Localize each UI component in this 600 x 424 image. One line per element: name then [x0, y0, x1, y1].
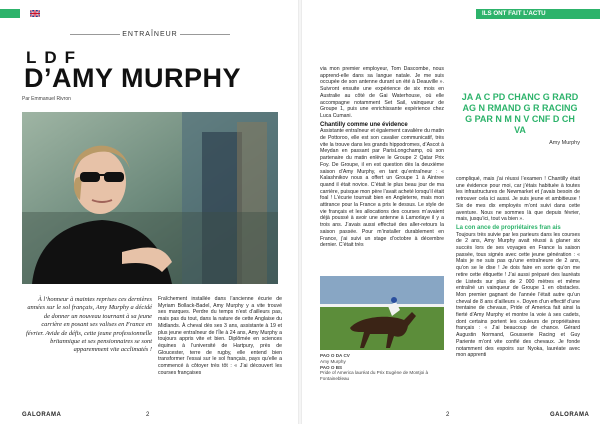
- title-small: LDF: [26, 48, 84, 67]
- article-column-3: [456, 176, 580, 359]
- subheading: La con ance de propriétaires fran ais: [456, 224, 561, 231]
- article-paragraph: Fraîchement installée dans l’ancienne écurie de Myriam Bollack-Badel, Amy Murphy y a vite trouvé ses marques. Perdre du temps n’est d’ailleurs pas, mais pas du tout, dans la nature de cette Anglaise du Midlands. À cheval dès ses 3 ans, assistante à 19 et plus jeune entraîneur de l’Île à 24 ans, Amy Murphy a toujours appris vite et bien. Diplômée en sciences équines à l’université de Hartpury, près de Gloucester, terre de rugby, elle entend bien transformer l’essai sur le sol français, pays qu’elle a commencé à côtoyer très tôt : « J’ai découvert les courses françaises: [158, 296, 282, 376]
- article-paragraph: Toujours très suivie par les parieurs dans les courses de 2 ans, Amy Murphy avait réussi à glaner six succès lors de ses voyages en France la saison passée, tous signés avec cette jeune génération : « Mais je ne suis pas qu’une entraîneure de 2 ans, qu’on se le dise ! Je dois faire en sorte qu’on me retire cette étiquette ! J’ai aussi préparé des lauréats de Listeds sur plus de 2 000 mètres et même entraîné un vainqueur de Groupe 1 en obstacles. Mon premier gagnant de l’année l’était autre qu’un cheval de 8 ans d’ailleurs ». Doyen d’un effectif d’une trentaine de chevaux, Pride of America fait ainsi la fierté d’Amy Murphy et montre la voie à ses cadets, dont certains portent les couleurs de propriétaires français : « J’ai beaucoup de chance. Gérard Augustin Normand, Gousserie Racing et Guy Pariente m’ont vite confié des chevaux. Je fonde notamment des espoirs sur Nyoka, lauréate avec mon apprenti: [456, 231, 580, 359]
- uk-flag-icon: [30, 10, 40, 17]
- article-paragraph: via mon premier employeur, Tom Dascombe, nous apprend-elle dans sa langue natale. Je me suis occupée de son antenne durant un été à Deauville ». Suivront ensuite une expérience de six mois en Australie au côté de Gai Waterhouse, où elle accompagne notamment Set Sail, vainqueur de Groupe 1, puis une enrichissante expérience chez Luca Cumani.: [320, 66, 444, 119]
- race-photo: [320, 276, 444, 350]
- section-label: ENTRAÎNEUR: [122, 31, 178, 38]
- article-column-1: [158, 296, 282, 376]
- article-column-2: [320, 66, 444, 249]
- page-title: D’AMY MURPHY: [24, 63, 242, 93]
- page-gutter: [298, 0, 302, 424]
- page-number-right: 2: [446, 412, 450, 418]
- section-header-tag: [476, 9, 600, 19]
- section-header-label: ILS ONT FAIT L’ACTU: [482, 10, 546, 17]
- magazine-brand: GALORAMA: [550, 412, 590, 418]
- byline: Par Emmanuel Rivron: [22, 96, 71, 102]
- subheading: Chantilly comme une évidence: [320, 121, 408, 128]
- intro-quote: À l’honneur à maintes reprises ces dernières années sur le sol français, Amy Murphy a décidé de donner un nouveau tournant à sa jeune carrière en posant ses valises en France en février. Avide de défis, cette jeune professionnelle britannique et ses pensionnaires se sont apparemment vite acclimatés !: [26, 296, 152, 354]
- magazine-brand: GALORAMA: [22, 412, 62, 418]
- pull-quote: JA A C PD CHANC G RARD AG N RMAND G R RACING G PAR N M N V CNF D CH VA: [461, 92, 579, 135]
- portrait-photo: [22, 112, 278, 284]
- caption-name: Amy Murphy: [320, 358, 346, 364]
- footer-brand-right: [550, 412, 589, 418]
- caption-text: Pride of America lauréat du Prix Eugène de Montjoi à Fontainebleau: [320, 370, 429, 382]
- article-paragraph: compliqué, mais j’ai réussi l’examen ! Chantilly était une évidence pour moi, car j’étais habituée à toutes les infrastructures de Newmarket et j’avais besoin de retrouver cela ici aussi. Je suis jeune et ambitieuse ! Six de mes dix employés m’ont suivi dans cette aventure. Nous ne sommes là que depuis février, mais, jusqu’ici, tout va bien ».: [456, 176, 580, 223]
- caption-label-2: PAO O BS: [320, 364, 343, 370]
- footer-brand-left: [22, 412, 61, 418]
- section-rule-right: [180, 34, 230, 35]
- photo-caption: [320, 353, 444, 382]
- page-number-left: 2: [146, 412, 150, 418]
- pull-quote-credit: Amy Murphy: [549, 140, 580, 146]
- article-paragraph: Assistante entraîneur et également cavalière du matin de Pottoroo, elle est son cavalier communicatif, très vite la trouve dans les grands hippodromes, d’Ascot à Meydan en passant par ParisLongchamp, où son partenaire du matin enlève le Groupe 2 Qatar Prix Foy. De Groupe, il en est question dès la deuxième saison d’Amy Murphy, en tant qu’entraîneur : « Kalashnikov nous a offert un Groupe 1 à Aintree quand il était novice. C’était le plus beau jour de ma carrière, puisque mon père l’avait acheté lorsqu’il était foal ! L’écurie tournait bien en Angleterre, mais mon attirance pour la France a pris le dessus. Le style de vie français et les allocations des courses m’avaient déjà poussé à avoir une antenne à Lamorlaye il y a trois ans. J’avais aussi effectué des aller-retours la saison passée. Pour m’installer durablement en France, j’ai suivi un stage d’octobre à décembre dernier. C’était très: [320, 128, 444, 249]
- caption-label: PAO O DA CV: [320, 353, 350, 358]
- color-tab: [0, 9, 20, 18]
